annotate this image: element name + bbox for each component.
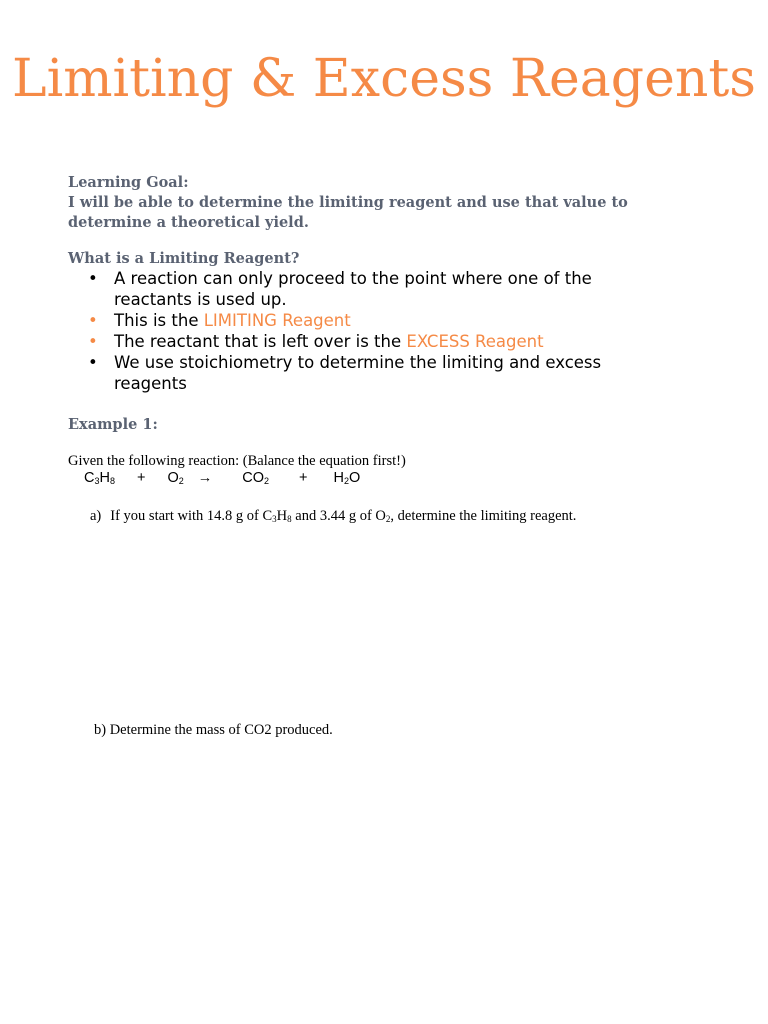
plus-sign: + (137, 470, 146, 486)
list-item (68, 331, 668, 352)
question-a-label: a) (90, 508, 102, 524)
excess-reagent-highlight: EXCESS Reagent (406, 332, 544, 351)
product-water: $H_2O$ (333, 470, 361, 486)
list-item (68, 310, 668, 331)
bullet-text: We use stoichiometry to determine the limiting and excess reagents (114, 353, 602, 393)
bullet-icon: • (88, 269, 98, 288)
example-heading: Example 1: (68, 416, 158, 433)
limiting-reagent-highlight: LIMITING Reagent (203, 311, 351, 330)
chemical-equation (84, 470, 360, 486)
plus-sign: + (299, 470, 308, 486)
learning-goal-text: I will be able to determine the limiting reagent and use that value to determine a theoretical yield. (68, 194, 628, 231)
reactant-propane: $C_3H_8$ (84, 470, 115, 486)
arrow-icon: → (197, 470, 213, 486)
bullet-icon: • (88, 311, 98, 330)
limiting-reagent-list (68, 268, 668, 394)
example-intro: Given the following reaction: (Balance the equation first!) (68, 453, 406, 469)
limiting-reagent-heading: What is a Limiting Reagent? (68, 250, 300, 267)
product-carbon-dioxide: $CO_2$ (242, 470, 270, 486)
learning-goal-label: Learning Goal: (68, 174, 189, 191)
page-title: Limiting & Excess Reagents (12, 49, 756, 109)
list-item (68, 268, 668, 310)
bullet-icon: • (88, 353, 98, 372)
list-item (68, 352, 668, 394)
bullet-icon: • (88, 332, 98, 351)
question-b: b) Determine the mass of CO2 produced. (94, 722, 333, 738)
bullet-text: The reactant that is left over is the (114, 332, 407, 351)
reactant-oxygen: $O_2$ (167, 470, 184, 486)
bullet-text: A reaction can only proceed to the point where one of the reactants is used up. (114, 269, 592, 309)
bullet-text: This is the (114, 311, 204, 330)
question-a: a) If you start with 14.8 g of $C_3H_8$ and 3.44 g of $O_2$, determine the limiting reagent. (90, 508, 577, 524)
